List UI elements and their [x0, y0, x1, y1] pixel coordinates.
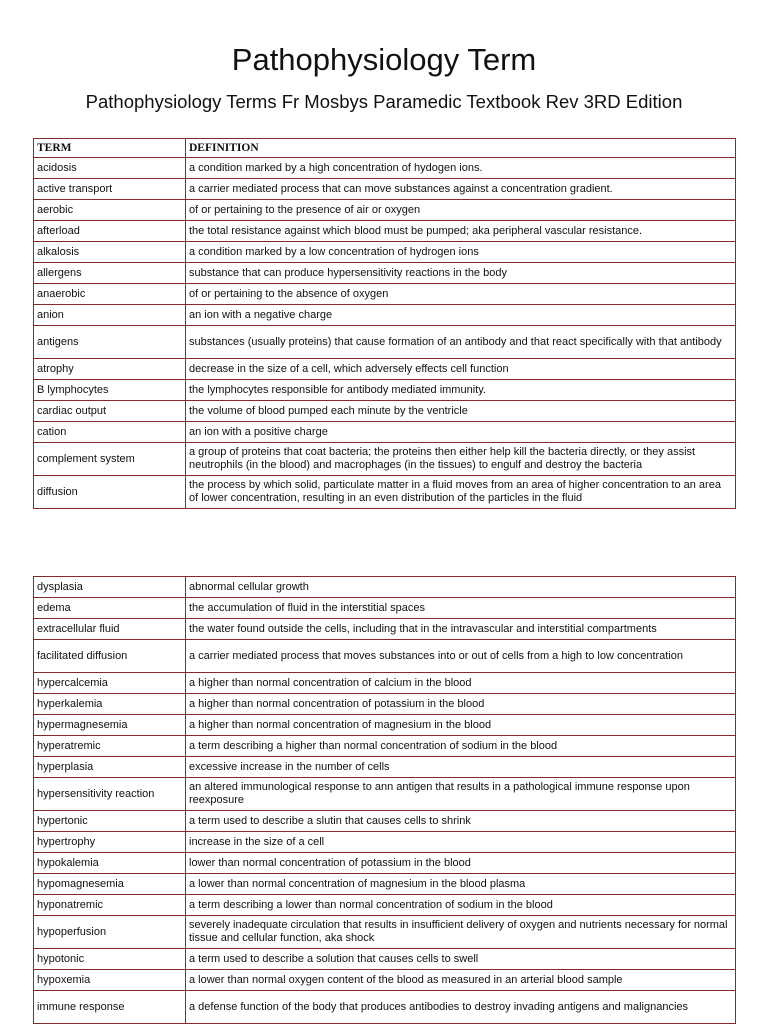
term-cell: hypoxemia: [34, 970, 186, 991]
table-row: [34, 598, 736, 619]
definition-cell: abnormal cellular growth: [186, 577, 736, 598]
term-cell: active transport: [34, 179, 186, 200]
definition-cell: a higher than normal concentration of calcium in the blood: [186, 673, 736, 694]
table-row: [34, 757, 736, 778]
term-cell: aerobic: [34, 200, 186, 221]
definition-cell: severely inadequate circulation that results in insufficient delivery of oxygen and nutrients necessary for normal tissue and cellular function, aka shock: [186, 916, 736, 949]
term-cell: hypoperfusion: [34, 916, 186, 949]
definition-cell: of or pertaining to the presence of air or oxygen: [186, 200, 736, 221]
table-row: [34, 263, 736, 284]
term-cell: hyponatremic: [34, 895, 186, 916]
header-definition: DEFINITION: [186, 139, 736, 158]
table-row: [34, 443, 736, 476]
term-cell: hyperatremic: [34, 736, 186, 757]
definition-cell: excessive increase in the number of cells: [186, 757, 736, 778]
table-row: [34, 242, 736, 263]
term-cell: hypokalemia: [34, 853, 186, 874]
term-cell: allergens: [34, 263, 186, 284]
definition-cell: an ion with a negative charge: [186, 305, 736, 326]
term-cell: afterload: [34, 221, 186, 242]
definition-cell: substances (usually proteins) that cause formation of an antibody and that react specifically with that antibody: [186, 326, 736, 359]
table-row: [34, 874, 736, 895]
term-cell: cardiac output: [34, 401, 186, 422]
definition-cell: a higher than normal concentration of magnesium in the blood: [186, 715, 736, 736]
term-cell: dysplasia: [34, 577, 186, 598]
table-row: [34, 305, 736, 326]
table-row: [34, 380, 736, 401]
term-cell: acidosis: [34, 158, 186, 179]
definition-cell: a term used to describe a solution that causes cells to swell: [186, 949, 736, 970]
definition-cell: a condition marked by a high concentration of hydogen ions.: [186, 158, 736, 179]
table-row: [34, 853, 736, 874]
table-row: [34, 619, 736, 640]
table-row: [34, 284, 736, 305]
table-row: [34, 179, 736, 200]
definition-cell: increase in the size of a cell: [186, 832, 736, 853]
term-cell: alkalosis: [34, 242, 186, 263]
definition-cell: the water found outside the cells, including that in the intravascular and interstitial compartments: [186, 619, 736, 640]
table-row: [34, 476, 736, 509]
definition-cell: a carrier mediated process that moves substances into or out of cells from a high to low concentration: [186, 640, 736, 673]
definition-cell: a term describing a higher than normal concentration of sodium in the blood: [186, 736, 736, 757]
term-cell: hypertonic: [34, 811, 186, 832]
definition-cell: a term used to describe a slutin that causes cells to shrink: [186, 811, 736, 832]
table-row: [34, 832, 736, 853]
definition-cell: decrease in the size of a cell, which adversely effects cell function: [186, 359, 736, 380]
table-row: [34, 778, 736, 811]
table-row: [34, 736, 736, 757]
table-row: [34, 673, 736, 694]
table-row: [34, 694, 736, 715]
terms-table-1: [33, 138, 736, 509]
definition-cell: a lower than normal oxygen content of the blood as measured in an arterial blood sample: [186, 970, 736, 991]
term-cell: hypersensitivity reaction: [34, 778, 186, 811]
term-cell: hypercalcemia: [34, 673, 186, 694]
page-subtitle: Pathophysiology Terms Fr Mosbys Paramedic Textbook Rev 3RD Edition: [85, 91, 683, 112]
term-cell: diffusion: [34, 476, 186, 509]
definition-cell: a condition marked by a low concentration of hydrogen ions: [186, 242, 736, 263]
table-row: [34, 715, 736, 736]
table-row: [34, 577, 736, 598]
definition-cell: a higher than normal concentration of potassium in the blood: [186, 694, 736, 715]
header-term: TERM: [34, 139, 186, 158]
term-cell: hyperkalemia: [34, 694, 186, 715]
table-header-row: [34, 139, 736, 158]
definition-cell: a lower than normal concentration of magnesium in the blood plasma: [186, 874, 736, 895]
definition-cell: a term describing a lower than normal concentration of sodium in the blood: [186, 895, 736, 916]
table-row: [34, 422, 736, 443]
term-cell: hypertrophy: [34, 832, 186, 853]
table-row: [34, 359, 736, 380]
definition-cell: of or pertaining to the absence of oxygen: [186, 284, 736, 305]
term-cell: edema: [34, 598, 186, 619]
term-cell: complement system: [34, 443, 186, 476]
page-title: Pathophysiology Term: [231, 42, 537, 77]
term-cell: cation: [34, 422, 186, 443]
term-cell: extracellular fluid: [34, 619, 186, 640]
definition-cell: the total resistance against which blood must be pumped; aka peripheral vascular resistance.: [186, 221, 736, 242]
term-cell: immune response: [34, 991, 186, 1024]
definition-cell: the accumulation of fluid in the interstitial spaces: [186, 598, 736, 619]
table-row: [34, 401, 736, 422]
table-row: [34, 895, 736, 916]
table-row: [34, 949, 736, 970]
term-cell: hyperplasia: [34, 757, 186, 778]
table-row: [34, 200, 736, 221]
table-row: [34, 991, 736, 1024]
table-row: [34, 811, 736, 832]
term-cell: hypomagnesemia: [34, 874, 186, 895]
table-row: [34, 326, 736, 359]
definition-cell: substance that can produce hypersensitivity reactions in the body: [186, 263, 736, 284]
term-cell: atrophy: [34, 359, 186, 380]
table-row: [34, 916, 736, 949]
table-row: [34, 970, 736, 991]
term-cell: facilitated diffusion: [34, 640, 186, 673]
definition-cell: an altered immunological response to ann antigen that results in a pathological immune response upon reexposure: [186, 778, 736, 811]
term-cell: B lymphocytes: [34, 380, 186, 401]
definition-cell: the process by which solid, particulate matter in a fluid moves from an area of higher concentration to an area of lower concentration, resulting in an even distribution of the particles in the fluid: [186, 476, 736, 509]
term-cell: hypermagnesemia: [34, 715, 186, 736]
term-cell: anion: [34, 305, 186, 326]
table-row: [34, 221, 736, 242]
definition-cell: a defense function of the body that produces antibodies to destroy invading antigens and malignancies: [186, 991, 736, 1024]
definition-cell: an ion with a positive charge: [186, 422, 736, 443]
term-cell: anaerobic: [34, 284, 186, 305]
term-cell: antigens: [34, 326, 186, 359]
terms-table-2: [33, 576, 736, 1024]
term-cell: hypotonic: [34, 949, 186, 970]
definition-cell: the lymphocytes responsible for antibody mediated immunity.: [186, 380, 736, 401]
definition-cell: a carrier mediated process that can move substances against a concentration gradient.: [186, 179, 736, 200]
table-row: [34, 640, 736, 673]
definition-cell: the volume of blood pumped each minute by the ventricle: [186, 401, 736, 422]
table-row: [34, 158, 736, 179]
definition-cell: a group of proteins that coat bacteria; the proteins then either help kill the bacteria directly, or they assist neutrophils (in the blood) and macrophages (in the tissues) to engulf and destroy the bacteria: [186, 443, 736, 476]
definition-cell: lower than normal concentration of potassium in the blood: [186, 853, 736, 874]
